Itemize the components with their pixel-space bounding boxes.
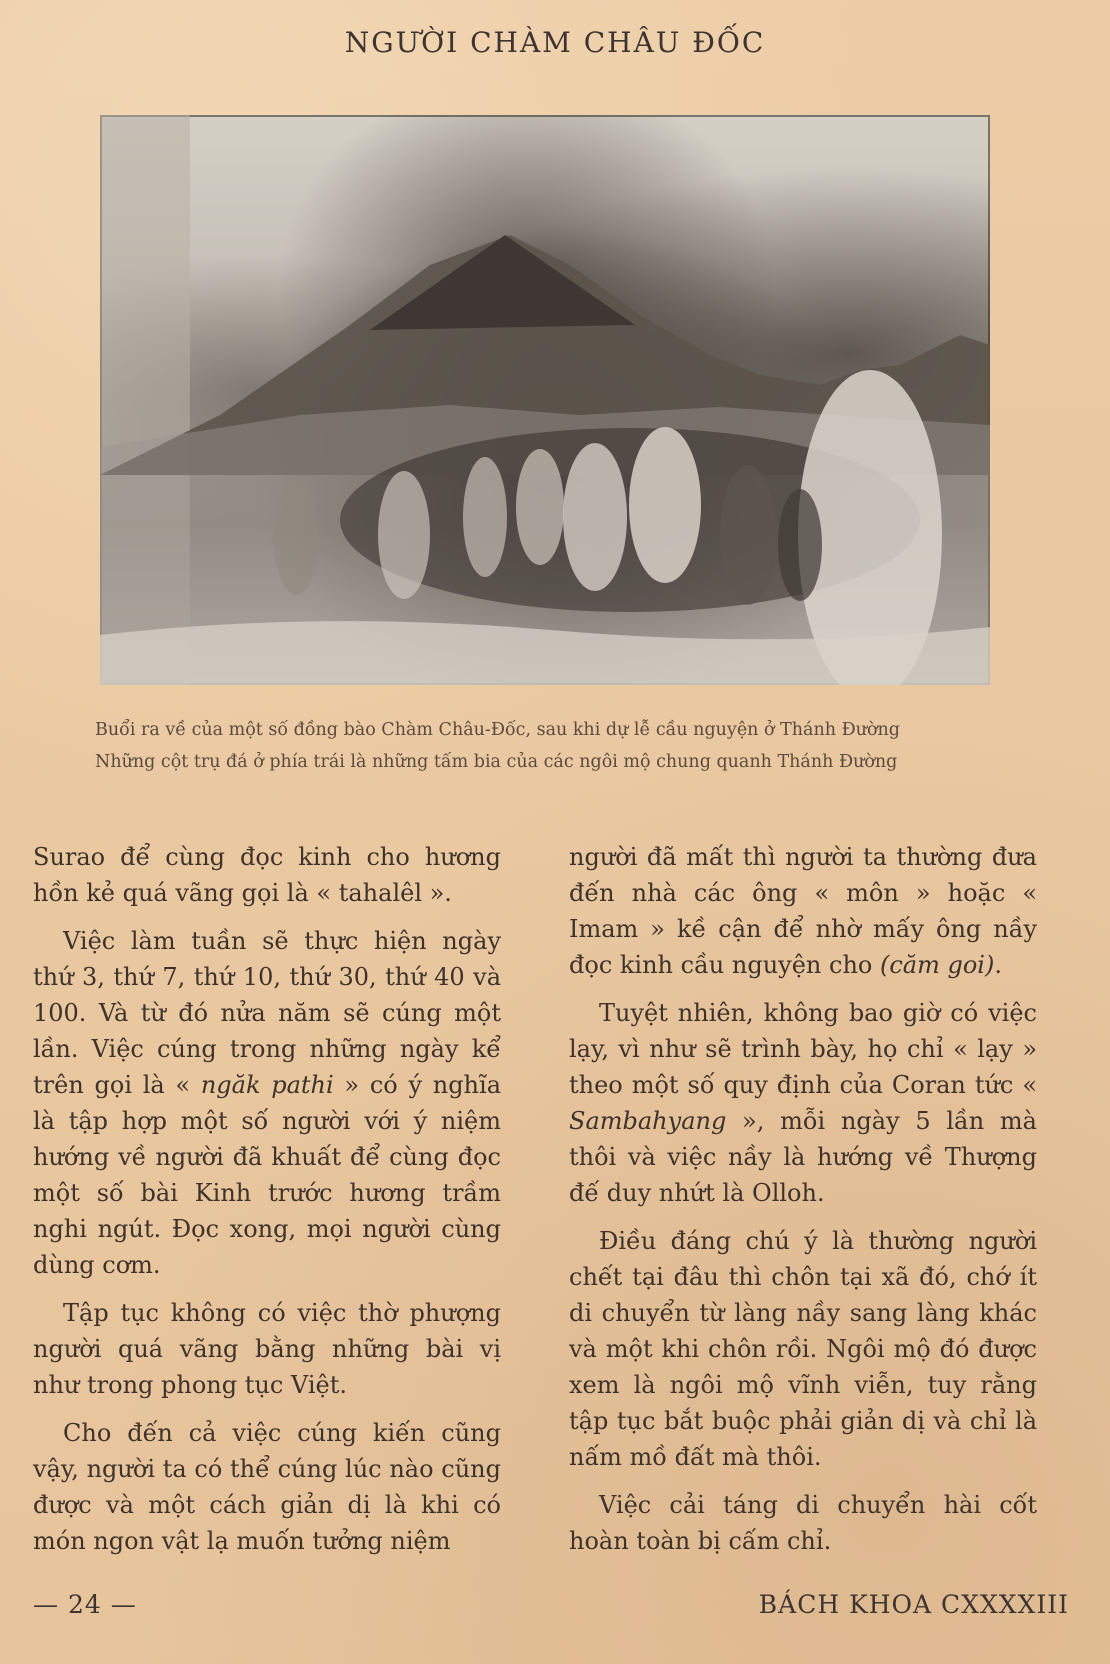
page-number: — 24 —	[33, 1590, 137, 1619]
right-paragraph-4: Việc cải táng di chuyển hài cốt hoàn toàn bị cấm chỉ.	[569, 1491, 1037, 1555]
right-column	[569, 839, 1037, 1571]
caption-line-2: Những cột trụ đá ở phía trái là những tấm bia của các ngôi mộ chung quanh Thánh Đường	[95, 752, 898, 772]
right-paragraph-1: người đã mất thì người ta thường đưa đến nhà các ông « môn » hoặc « Imam » kề cận để nhờ mấy ông nầy đọc kinh cầu nguyện cho (căm goi).	[569, 843, 1037, 979]
caption-line-1: Buổi ra về của một số đồng bào Chàm Châu-Đốc, sau khi dự lễ cầu nguyện ở Thánh Đường	[95, 720, 900, 740]
photo-caption	[95, 714, 1005, 778]
publication-footer: BÁCH KHOA CXXXXIII	[758, 1590, 1069, 1619]
left-paragraph-2: Việc làm tuần sẽ thực hiện ngày thứ 3, thứ 7, thứ 10, thứ 30, thứ 40 và 100. Và từ đó nửa năm sẽ cúng một lần. Việc cúng trong những ngày kể trên gọi là « ngăk pathi » có ý nghĩa là tập hợp một số người với ý niệm hướng về người đã khuất để cùng đọc một số bài Kinh trước hương trầm nghi ngút. Đọc xong, mọi người cùng dùng cơm.	[33, 927, 502, 1279]
left-paragraph-1: Surao để cùng đọc kinh cho hương hồn kẻ quá vãng gọi là « tahalêl ».	[33, 843, 501, 907]
running-head: NGƯỜI CHÀM CHÂU ĐỐC	[344, 26, 766, 59]
right-paragraph-2: Tuyệt nhiên, không bao giờ có việc lạy, vì như sẽ trình bày, họ chỉ « lạy » theo một số quy định của Coran tức « Sambahyang », mỗi ngày 5 lần mà thôi và việc nầy là hướng về Thượng đế duy nhứt là Olloh.	[569, 999, 1037, 1207]
photo	[100, 115, 990, 685]
left-column	[33, 839, 501, 1571]
photo-image	[100, 115, 990, 685]
left-paragraph-4: Cho đến cả việc cúng kiến cũng vậy, người ta có thể cúng lúc nào cũng được và một cách giản dị là khi có món ngon vật lạ muốn tưởng niệm	[33, 1419, 501, 1555]
right-paragraph-3: Điều đáng chú ý là thường người chết tại đâu thì chôn tại xã đó, chớ ít di chuyển từ làng nầy sang làng khác và một khi chôn rồi. Ngôi mộ đó được xem là ngôi mộ vĩnh viễn, tuy rằng tập tục bắt buộc phải giản dị và chỉ là nấm mồ đất mà thôi.	[569, 1227, 1037, 1471]
left-paragraph-3: Tập tục không có việc thờ phượng người quá vãng bằng những bài vị như trong phong tục Việt.	[33, 1299, 501, 1399]
